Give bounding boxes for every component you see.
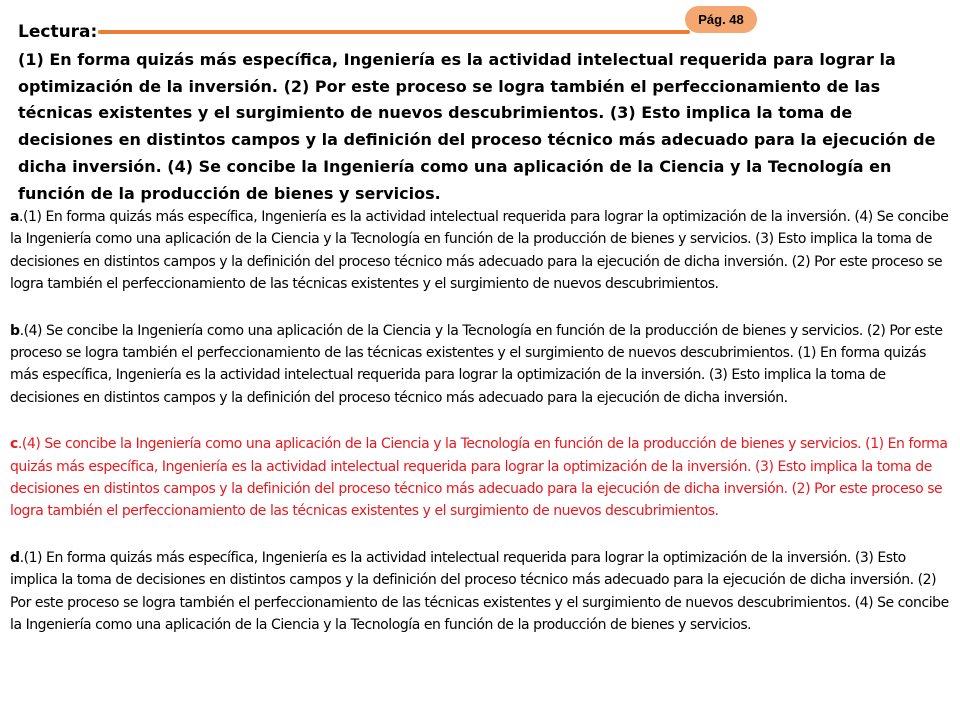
reading-label: Lectura: — [18, 22, 98, 42]
option-d[interactable] — [10, 547, 955, 637]
answer-options — [10, 206, 955, 661]
option-a-text: .(1) En forma quizás más específica, Ingeniería es la actividad intelectual requerida para lograr la optimización de la inversión. (4) Se concibe la Ingeniería como una aplicación de la Ciencia y la Tecnología en función de la producción de bienes y servicios. (3) Esto implica la toma de decisiones en distintos campos y la definición del proceso técnico más adecuado para la ejecución de dicha inversión. (2) Por este proceso se logra también el perfeccionamiento de las técnicas existentes y el surgimiento de nuevos descubrimientos. — [10, 209, 949, 293]
header-rule — [98, 30, 690, 34]
option-d-text: .(1) En forma quizás más específica, Ingeniería es la actividad intelectual requerida para lograr la optimización de la inversión. (3) Esto implica la toma de decisiones en distintos campos y la definición del proceso técnico más adecuado para la ejecución de dicha inversión. (2) Por este proceso se logra también el perfeccionamiento de las técnicas existentes y el surgimiento de nuevos descubrimientos. (4) Se concibe la Ingeniería como una aplicación de la Ciencia y la Tecnología en función de la producción de bienes y servicios. — [10, 549, 949, 634]
option-b-text: .(4) Se concibe la Ingeniería como una aplicación de la Ciencia y la Tecnología en función de la producción de bienes y servicios. (2) Por este proceso se logra también el perfeccionamiento de las técnicas existentes y el surgimiento de nuevos descubrimientos. (1) En forma quizás más específica, Ingeniería es la actividad intelectual requerida para lograr la optimización de la inversión. (3) Esto implica la toma de decisiones en distintos campos y la definición del proceso técnico más adecuado para la ejecución de dicha inversión. — [10, 322, 943, 406]
reading-passage: (1) En forma quizás más específica, Ingeniería es la actividad intelectual requerida para lograr la optimización de la inversión. (2) Por este proceso se logra también el perfeccionamiento de las técnicas existentes y el surgimiento de nuevos descubrimientos. (3) Esto implica la toma de decisiones en distintos campos y la definición del proceso técnico más adecuado para la ejecución de dicha inversión. (4) Se concibe la Ingeniería como una aplicación de la Ciencia y la Tecnología en función de la producción de bienes y servicios. — [18, 50, 936, 203]
option-a[interactable] — [10, 206, 955, 296]
option-c[interactable] — [10, 433, 955, 523]
option-a-letter: a — [10, 209, 19, 225]
option-c-letter: c — [10, 436, 18, 453]
option-c-text: .(4) Se concibe la Ingeniería como una aplicación de la Ciencia y la Tecnología en función de la producción de bienes y servicios. (1) En forma quizás más específica, Ingeniería es la actividad intelectual requerida para lograr la optimización de la inversión. (3) Esto implica la toma de decisiones en distintos campos y la definición del proceso técnico más adecuado para la ejecución de dicha inversión. (2) Por este proceso se logra también el perfeccionamiento de las técnicas existentes y el surgimiento de nuevos descubrimientos. — [10, 436, 948, 520]
option-b-letter: b — [10, 322, 20, 339]
option-b[interactable] — [10, 320, 955, 410]
option-d-letter: d — [10, 549, 20, 566]
reading-header — [18, 12, 758, 46]
page-number-badge: Pág. 48 — [685, 6, 757, 33]
